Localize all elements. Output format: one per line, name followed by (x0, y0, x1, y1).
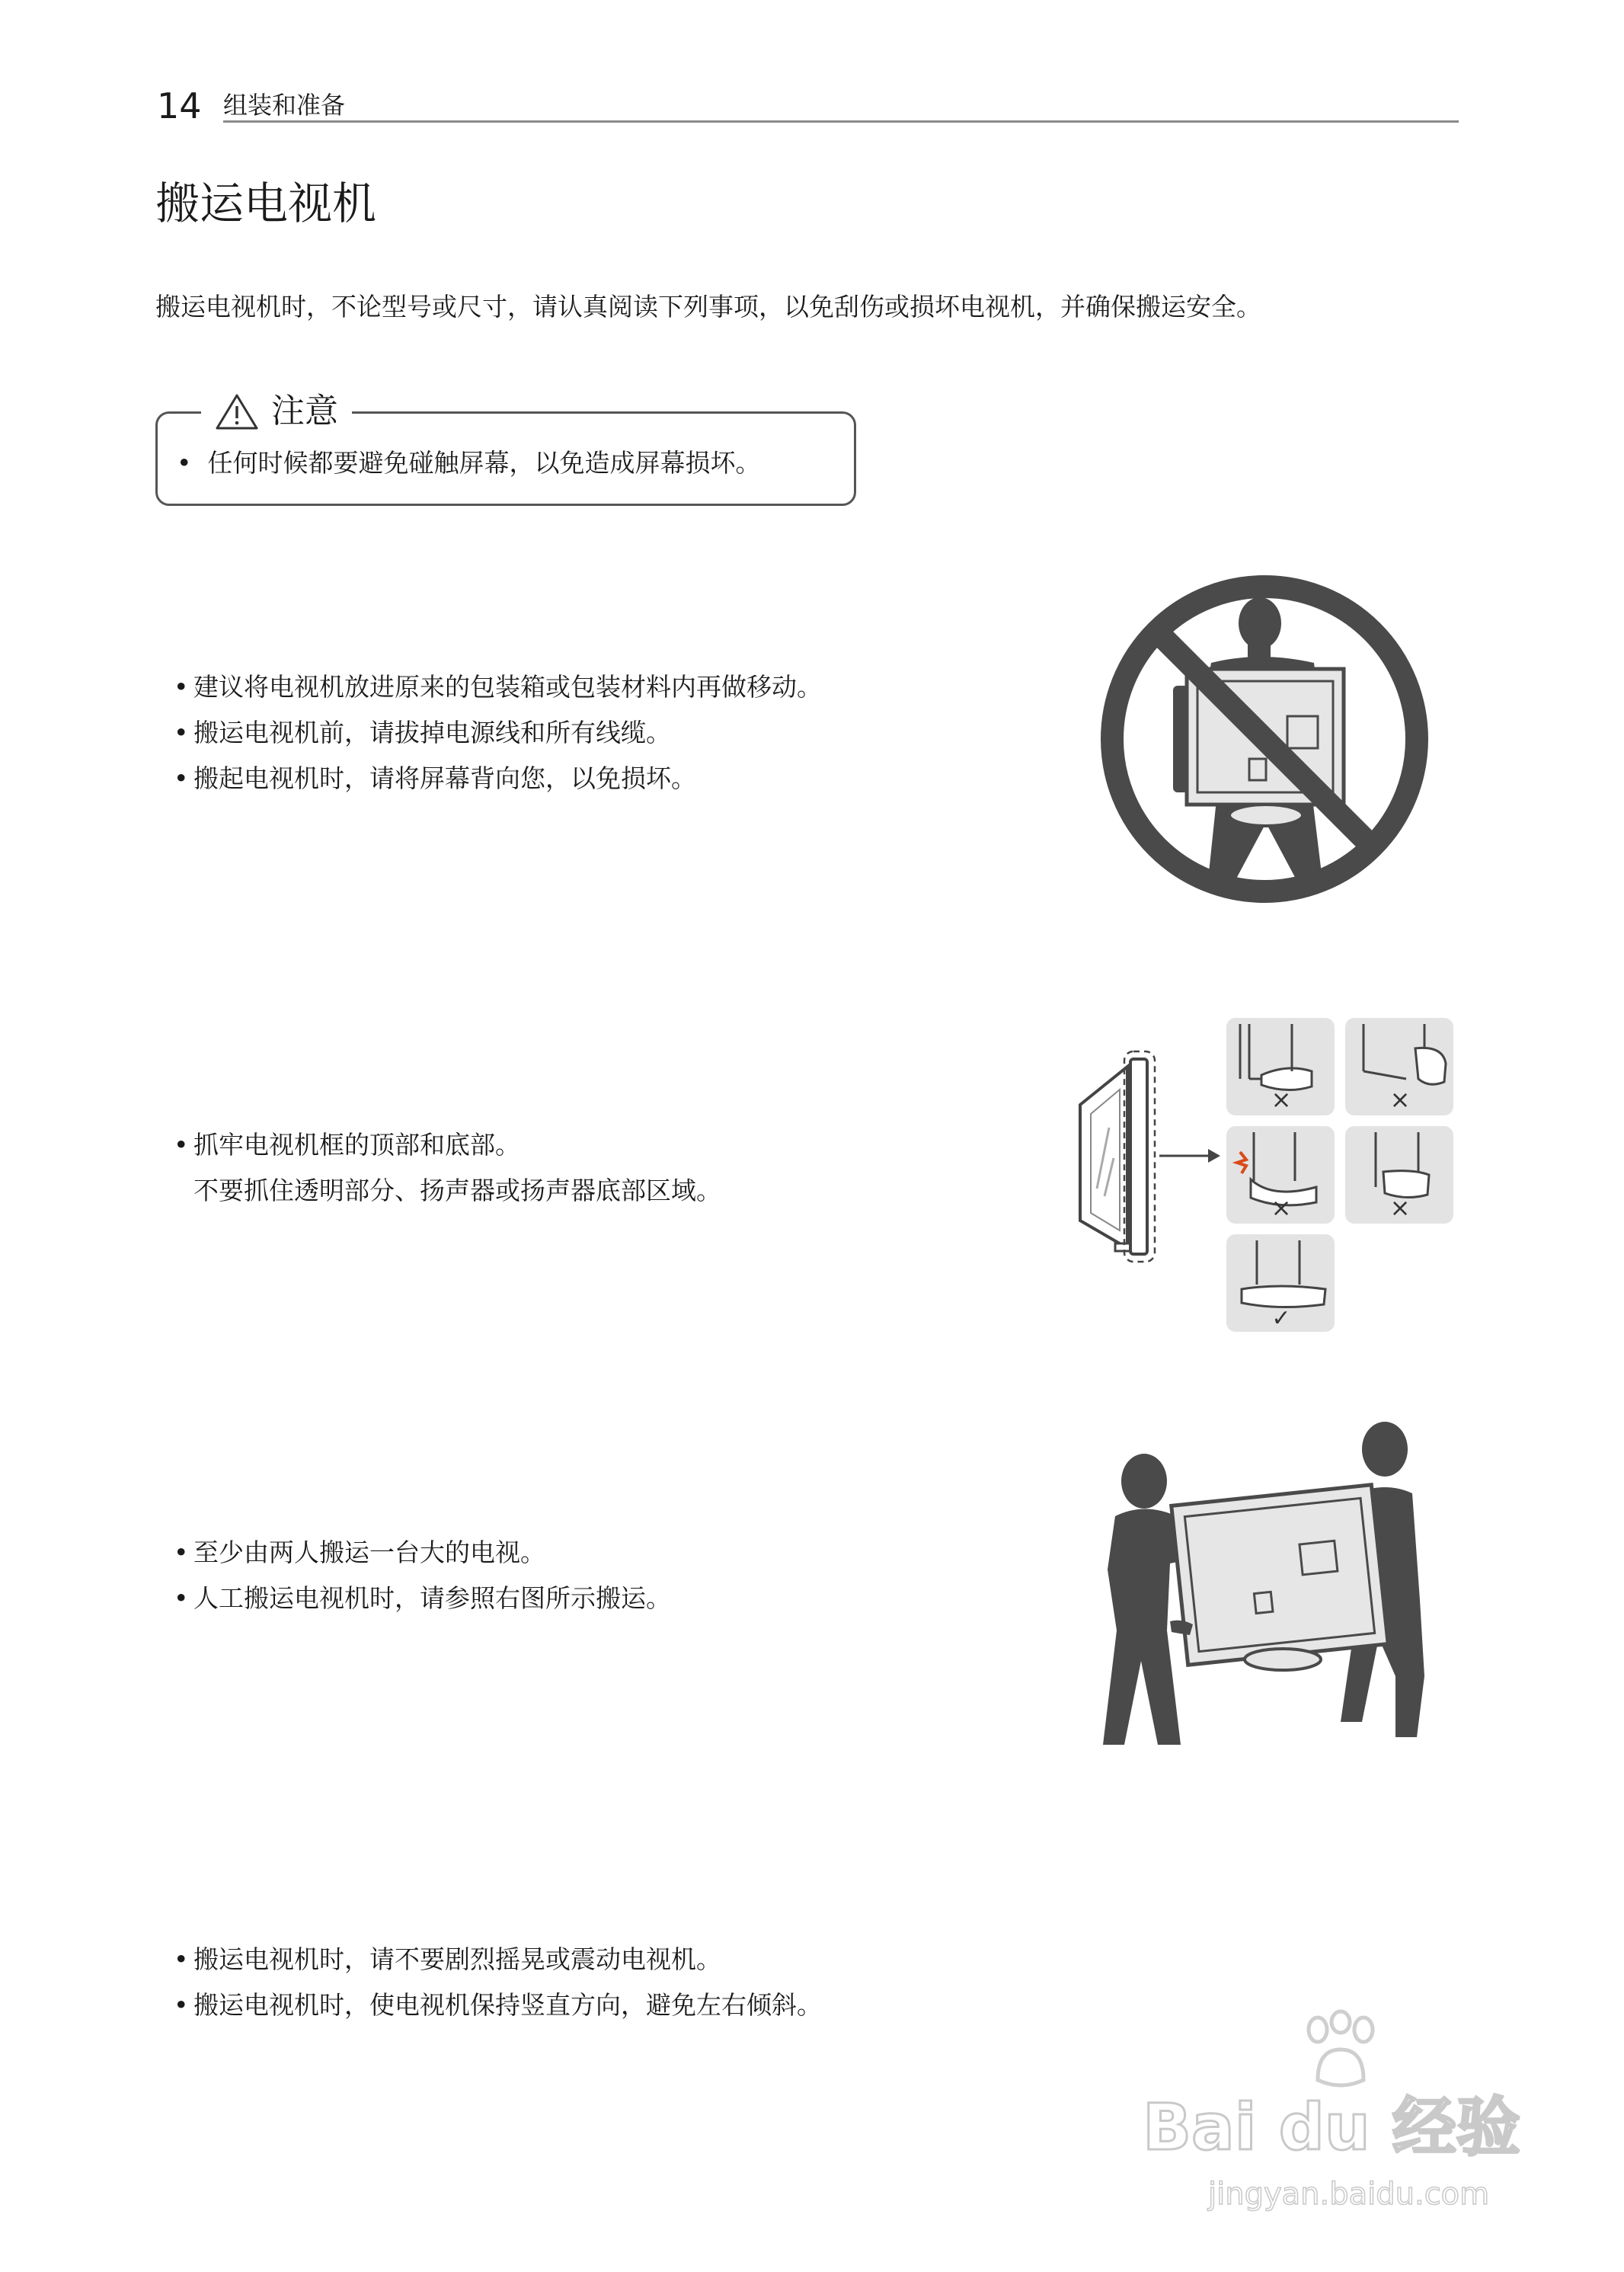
page-number: 14 (157, 85, 202, 126)
list-item: • 搬运电视机时，使电视机保持竖直方向，避免左右倾斜。 (174, 1990, 822, 2020)
bullet-list-1 (174, 672, 822, 809)
page-title: 搬运电视机 (155, 178, 377, 229)
intro-paragraph: 搬运电视机时，不论型号或尺寸，请认真阅读下列事项，以免刮伤或损坏电视机，并确保搬运安全。 (155, 292, 1261, 322)
section-name: 组装和准备 (223, 91, 346, 120)
list-item-continuation: 不要抓住透明部分、扬声器或扬声器底部区域。 (193, 1176, 721, 1205)
warning-triangle-icon (215, 392, 259, 430)
two-person-carry-illustration (1097, 1417, 1447, 1752)
caution-heading (201, 390, 352, 433)
list-item: • 抓牢电视机框的顶部和底部。 (174, 1130, 520, 1160)
grip-mark: × (1389, 1193, 1411, 1222)
grip-panel-5 (1226, 1234, 1335, 1332)
grip-mark: ✓ (1271, 1305, 1291, 1332)
list-item: • 搬运电视机时，请不要剧烈摇晃或震动电视机。 (174, 1944, 721, 1974)
grip-panel-2 (1345, 1018, 1453, 1115)
bullet-list-3 (174, 1538, 671, 1629)
grip-panel-1 (1226, 1018, 1335, 1115)
list-item: • 人工搬运电视机时，请参照右图所示搬运。 (174, 1583, 671, 1613)
bullet-list-2 (174, 1130, 721, 1221)
baidu-watermark (1143, 2011, 1531, 2225)
list-item: • 至少由两人搬运一台大的电视。 (174, 1538, 545, 1567)
watermark-url: jingyan.baidu.com (1208, 2177, 1490, 2212)
list-item: • 搬运电视机前，请拔掉电源线和所有线缆。 (174, 718, 671, 747)
grip-panel-4 (1345, 1126, 1453, 1224)
grip-mark: × (1271, 1085, 1292, 1114)
paw-logo-icon (1295, 2011, 1386, 2095)
bullet-list-4 (174, 1944, 822, 2036)
caution-item: • 任何时候都要避免碰触屏幕，以免造成屏幕损坏。 (177, 448, 761, 478)
prohibited-carry-illustration (1097, 571, 1432, 907)
list-item: • 搬起电视机时，请将屏幕背向您，以免损坏。 (174, 763, 696, 793)
caution-title: 注意 (271, 392, 338, 430)
grip-panels-illustration (1226, 1018, 1463, 1338)
header-rule (223, 120, 1459, 123)
grip-mark: × (1271, 1193, 1292, 1222)
watermark-brand: Bai du 经验 (1143, 2090, 1520, 2165)
grip-panel-3 (1226, 1126, 1335, 1224)
list-item: • 建议将电视机放进原来的包装箱或包装材料内再做移动。 (174, 672, 822, 702)
grip-mark: × (1389, 1085, 1411, 1114)
